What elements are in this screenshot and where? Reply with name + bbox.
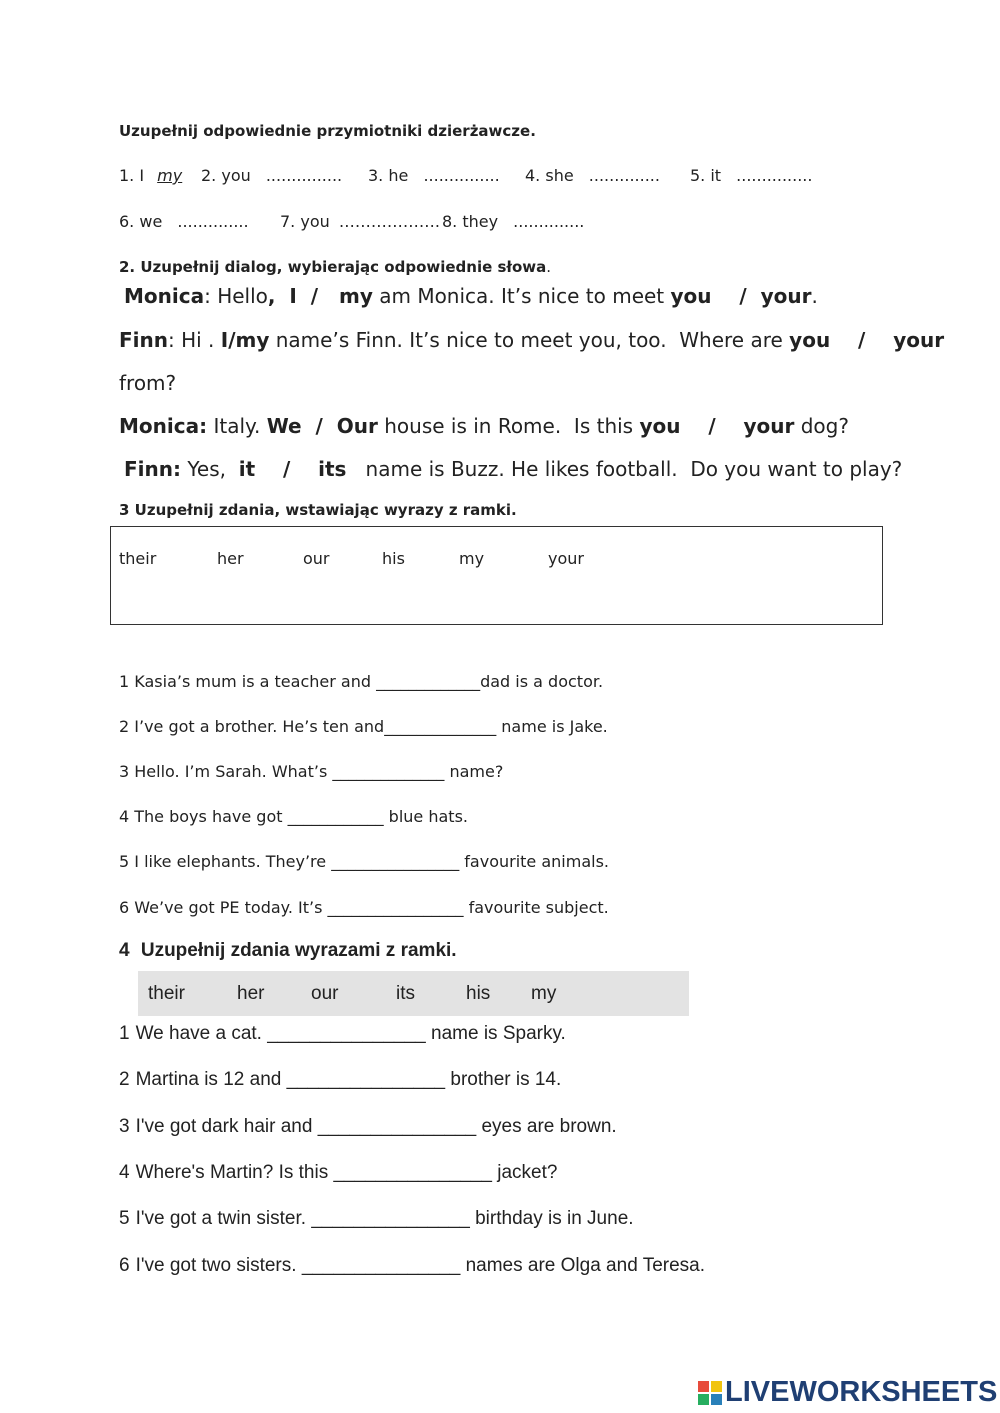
section2-title-bold: 2. Uzupełnij dialog, wybierając odpowiednie słowa [119, 258, 547, 276]
dialog-text: name is Buzz. He likes football. Do you want to play? [346, 457, 903, 481]
s4-sentence-3[interactable] [119, 1116, 617, 1138]
dialog-choice[interactable]: Monica [124, 284, 205, 308]
s4-sentence-1[interactable] [119, 1023, 566, 1045]
s1-item-7 [280, 212, 440, 231]
liveworksheets-logo[interactable] [698, 1376, 997, 1409]
section2-title [119, 258, 551, 276]
dialog-choice[interactable]: , I / my [267, 284, 373, 308]
s4-num: 4 [119, 1162, 130, 1183]
box3-word-your: your [548, 549, 584, 568]
s1-item-8 [442, 212, 584, 231]
dialog-choice[interactable]: Finn [119, 328, 168, 352]
s3-sentence-5[interactable]: 5 I like elephants. They’re ________________ favourite animals. [119, 852, 610, 871]
s1-item-6 [119, 212, 249, 231]
s1-blank-8[interactable]: .............. [513, 212, 585, 231]
box4-word-its: its [396, 983, 415, 1004]
section4-number: 4 [119, 940, 130, 961]
dialog-text: . [811, 284, 818, 308]
section4-title [119, 940, 457, 962]
s3-sentence-1[interactable]: 1 Kasia’s mum is a teacher and _____________dad is a doctor. [119, 672, 604, 691]
dialog-text: : Hi . [168, 328, 221, 352]
s4-text[interactable]: Martina is 12 and _______________ brother is 14. [135, 1069, 562, 1090]
s1-blank-3[interactable]: ............... [423, 166, 500, 185]
s1-item-4 [525, 166, 660, 185]
s4-num: 1 [119, 1023, 130, 1044]
dialog-line [124, 284, 818, 308]
logo-square-green [698, 1394, 709, 1405]
s4-text[interactable]: I've got dark hair and _______________ eyes are brown. [135, 1116, 617, 1137]
section4-title-text: Uzupełnij zdania wyrazami z ramki. [140, 940, 457, 961]
logo-square-blue [711, 1394, 722, 1405]
dialog-text: Yes, [181, 457, 239, 481]
s3-sentence-4[interactable]: 4 The boys have got ____________ blue hats. [119, 807, 468, 826]
s3-sentence-6[interactable]: 6 We’ve got PE today. It’s _________________ favourite subject. [119, 898, 609, 917]
box4-word-my: my [531, 983, 557, 1004]
dialog-line [119, 414, 849, 438]
s1-item-5 [690, 166, 812, 185]
dialog-choice[interactable]: Monica: [119, 414, 208, 438]
box3-word-their: their [119, 549, 157, 568]
dialog-choice[interactable]: it / its [238, 457, 347, 481]
s4-text[interactable]: Where's Martin? Is this _______________ jacket? [135, 1162, 558, 1183]
s1-label-1: 1. I [119, 166, 145, 185]
s1-answer-1[interactable]: my [157, 166, 183, 185]
logo-square-red [698, 1381, 709, 1392]
s4-text[interactable]: I've got a twin sister. _______________ birthday is in June. [135, 1208, 634, 1229]
s1-blank-5[interactable]: ............... [736, 166, 813, 185]
s4-sentence-5[interactable] [119, 1208, 634, 1230]
box3-word-our: our [303, 549, 330, 568]
dialog-text: dog? [794, 414, 849, 438]
dialog-text: : Hello [204, 284, 268, 308]
s4-num: 2 [119, 1069, 130, 1090]
box3-word-his: his [382, 549, 405, 568]
s1-blank-2[interactable]: ............... [265, 166, 343, 185]
s4-text[interactable]: We have a cat. _______________ name is Sparky. [135, 1023, 566, 1044]
logo-text: LIVEWORKSHEETS [725, 1376, 998, 1408]
dialog-line [124, 457, 902, 481]
s4-num: 3 [119, 1116, 130, 1137]
s4-text[interactable]: I've got two sisters. _______________ names are Olga and Teresa. [135, 1255, 706, 1276]
dialog-choice[interactable]: We / Our [266, 414, 378, 438]
s3-sentence-2[interactable]: 2 I’ve got a brother. He’s ten and______________ name is Jake. [119, 717, 608, 736]
s1-blank-6[interactable]: .............. [177, 212, 249, 231]
dialog-text: house is in Rome. Is this [377, 414, 640, 438]
box3-word-her: her [217, 549, 244, 568]
s1-label-8: 8. they [442, 212, 499, 231]
dialog-text: am Monica. It’s nice to meet [372, 284, 671, 308]
box4-word-her: her [237, 983, 265, 1004]
logo-square-yellow [711, 1381, 722, 1392]
s1-label-3: 3. he [368, 166, 409, 185]
dialog-choice[interactable]: you / your [639, 414, 795, 438]
dialog-text: name’s Finn. It’s nice to meet you, too. Where are [269, 328, 790, 352]
dialog-choice[interactable]: Finn: [124, 457, 181, 481]
s3-sentence-3[interactable]: 3 Hello. I’m Sarah. What’s ______________ name? [119, 762, 504, 781]
logo-mark-icon [698, 1381, 722, 1405]
section3-title: 3 Uzupełnij zdania, wstawiając wyrazy z ramki. [119, 501, 517, 519]
word-box-3 [110, 526, 883, 625]
section2-title-end: . [546, 258, 552, 276]
s1-label-7: 7. you [280, 212, 330, 231]
s4-num: 5 [119, 1208, 130, 1229]
s1-label-2: 2. you [201, 166, 251, 185]
s1-item-2 [201, 166, 342, 185]
box3-word-my: my [459, 549, 485, 568]
s1-label-5: 5. it [690, 166, 722, 185]
section1-title: Uzupełnij odpowiednie przymiotniki dzierżawcze. [119, 122, 536, 140]
dialog-choice[interactable]: you / your [670, 284, 812, 308]
s4-sentence-2[interactable] [119, 1069, 561, 1091]
box4-word-his: his [466, 983, 491, 1004]
s1-label-6: 6. we [119, 212, 163, 231]
s1-item-3 [368, 166, 500, 185]
box4-word-our: our [311, 983, 339, 1004]
dialog-choice[interactable]: I/my [220, 328, 270, 352]
s1-blank-7[interactable]: ………………. [338, 212, 440, 231]
dialog-line [119, 328, 944, 352]
s1-label-4: 4. she [525, 166, 574, 185]
dialog-text: Italy. [207, 414, 267, 438]
box4-word-their: their [148, 983, 185, 1004]
s4-num: 6 [119, 1255, 130, 1276]
s1-item-1 [119, 166, 182, 185]
dialog-line [119, 371, 176, 395]
s4-sentence-4[interactable] [119, 1162, 557, 1184]
s4-sentence-6[interactable] [119, 1255, 705, 1277]
dialog-choice[interactable]: you / your [789, 328, 945, 352]
dialog-text: from? [119, 371, 177, 395]
s1-blank-4[interactable]: .............. [588, 166, 660, 185]
